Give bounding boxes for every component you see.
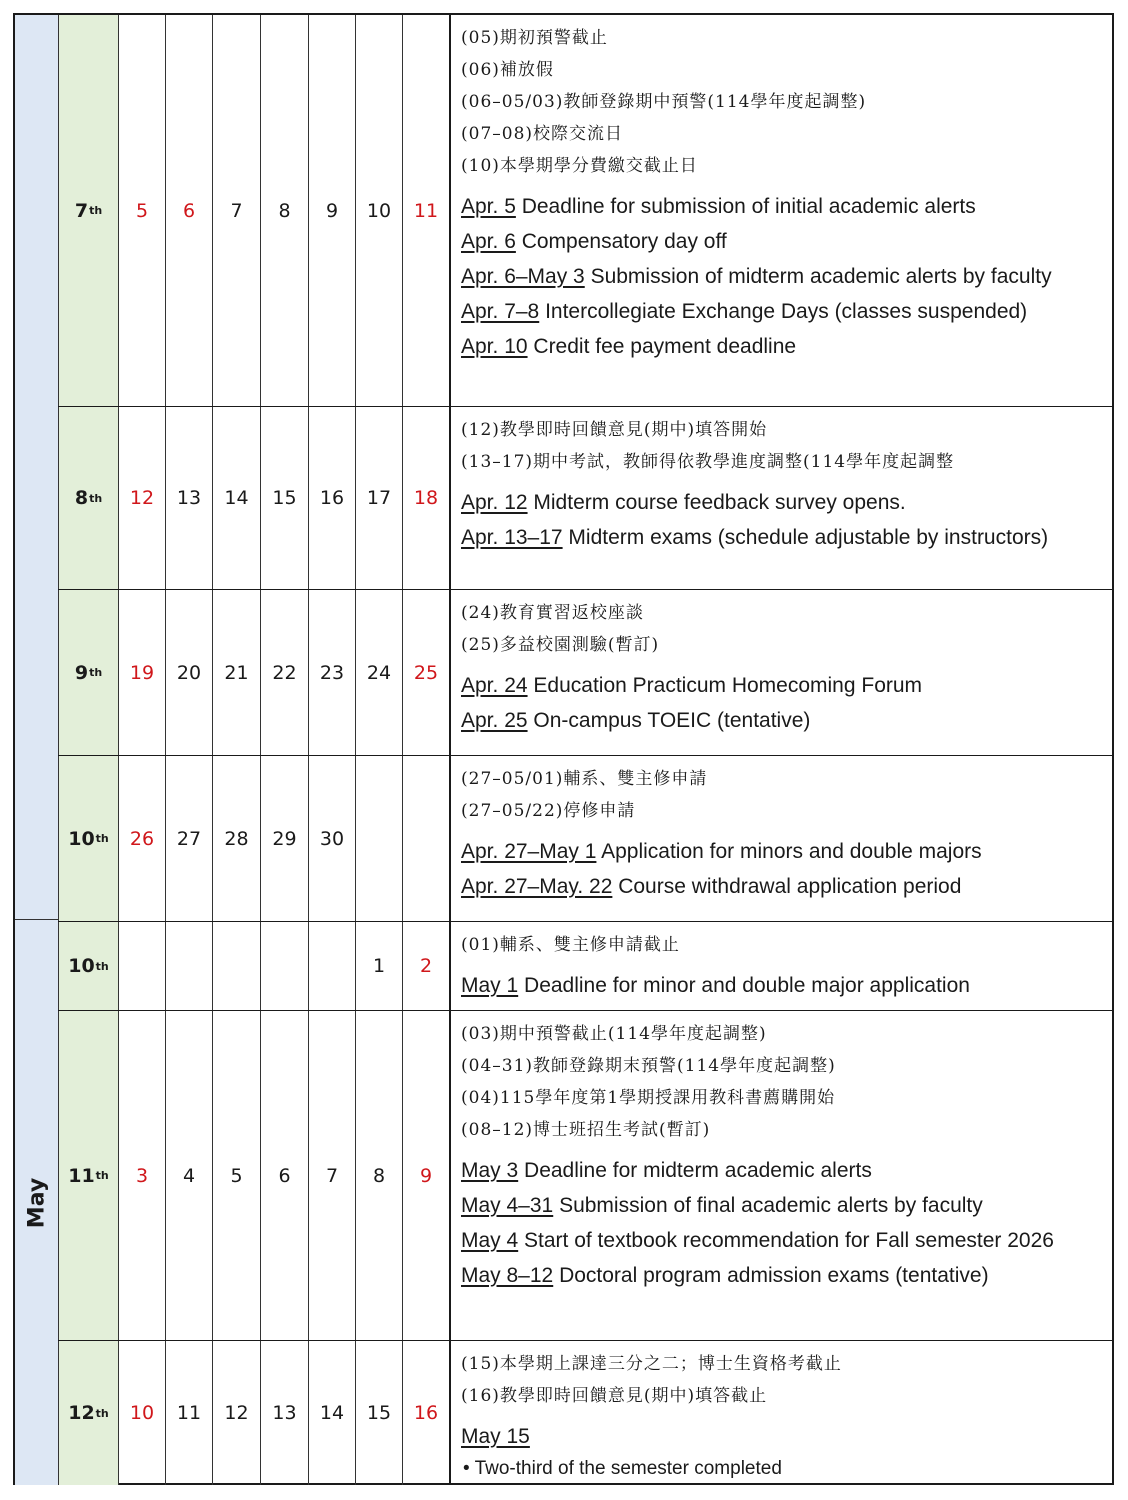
event-description: Deadline for submission of initial academic alerts [515,195,976,218]
week-row [58,590,1114,756]
event-date: Apr. 27–May. 22 [461,875,613,898]
day-cell: 16 [403,1341,451,1485]
week-number-value: 11 [68,1164,95,1187]
event-date: Apr. 27–May 1 [461,840,597,863]
event-english [461,262,1106,292]
day-cell: 27 [166,756,213,921]
month-cell-may [15,920,58,1485]
event-english [461,706,1106,736]
day-cell: 20 [166,590,213,755]
event-english [461,192,1106,222]
event-description: Midterm course feedback survey opens. [527,491,906,514]
event-chinese: (06–05/03)教師登錄期中預警(114學年度起調整) [461,92,867,112]
day-cell: 6 [166,15,213,406]
week-number [58,756,119,921]
event-date: May 4 [461,1229,519,1252]
event-date: May 3 [461,1159,519,1182]
week-number-suffix: th [95,959,109,973]
week-number [58,590,119,755]
day-cell: 6 [261,1011,309,1340]
event-english [461,872,1106,902]
event-date: May 8–12 [461,1264,554,1287]
day-cell: 10 [119,1341,166,1485]
event-english [461,488,1106,518]
event-description: Deadline for minor and double major application [518,974,970,997]
day-cell: 19 [119,590,166,755]
event-date: May 4–31 [461,1194,554,1217]
event-english [461,227,1106,257]
day-cell: 12 [213,1341,261,1485]
event-date: Apr. 25 [461,709,528,732]
day-cell: 5 [119,15,166,406]
week-number-value: 10 [68,955,95,977]
event-english [461,297,1106,327]
event-english [461,523,1106,553]
day-cell: 5 [213,1011,261,1340]
academic-calendar-table [13,13,1114,1485]
event-chinese: (07–08)校際交流日 [461,124,624,144]
week-number [58,1341,119,1485]
event-chinese: (04–31)教師登錄期末預警(114學年度起調整) [461,1056,836,1076]
event-chinese: (10)本學期學分費繳交截止日 [461,156,698,176]
event-bullet: • Two-third of the semester completed [463,1458,782,1479]
event-description: On-campus TOEIC (tentative) [527,709,811,732]
day-cell: 29 [261,756,309,921]
event-notes [451,407,1114,589]
month-cell-april [15,15,58,920]
event-date: Apr. 5 [461,195,516,218]
event-chinese: (15)本學期上課達三分之二；博士生資格考截止 [461,1354,842,1374]
event-chinese: (04)115學年度第1學期授課用教科書薦購開始 [461,1088,836,1108]
event-notes [451,1011,1114,1340]
event-chinese: (25)多益校園測驗(暫訂) [461,635,660,655]
day-cell: 2 [403,922,451,1010]
week-number-suffix: th [95,832,109,845]
event-notes [451,15,1114,406]
day-cell: 24 [356,590,403,755]
event-english [461,1226,1106,1256]
day-cell [119,922,166,1010]
event-chinese: (24)教育實習返校座談 [461,603,644,623]
event-date: Apr. 12 [461,491,528,514]
event-date: Apr. 13–17 [461,526,563,549]
event-chinese: (27–05/01)輔系、雙主修申請 [461,769,708,789]
day-cell: 22 [261,590,309,755]
event-chinese: (03)期中預警截止(114學年度起調整) [461,1024,767,1044]
event-english [461,971,1106,1001]
day-cell: 7 [309,1011,356,1340]
month-label: May [24,1177,49,1228]
day-cell: 16 [309,407,356,589]
day-cell: 13 [166,407,213,589]
week-number [58,15,119,406]
event-notes [451,590,1114,755]
week-number-suffix: th [89,204,103,217]
day-cell [166,922,213,1010]
day-cell: 9 [309,15,356,406]
event-description: Midterm exams (schedule adjustable by instructors) [562,526,1049,549]
week-number [58,407,119,589]
event-chinese: (27–05/22)停修申請 [461,801,636,821]
event-date: May 15 [461,1425,530,1448]
day-cell: 3 [119,1011,166,1340]
day-cell [403,756,451,921]
day-cell [356,756,403,921]
day-cell: 14 [309,1341,356,1485]
week-row [58,1341,1114,1485]
day-cell: 12 [119,407,166,589]
week-row [58,15,1114,407]
week-number [58,922,119,1010]
event-description: Education Practicum Homecoming Forum [527,674,923,697]
week-number-suffix: th [89,666,103,679]
day-cell: 9 [403,1011,451,1340]
event-english [461,1191,1106,1221]
week-number-value: 12 [68,1402,95,1424]
event-description: Application for minors and double majors [596,840,982,863]
event-description: Compensatory day off [515,230,727,253]
day-cell: 23 [309,590,356,755]
week-row [58,922,1114,1011]
event-chinese: (01)輔系、雙主修申請截止 [461,935,680,955]
day-cell: 15 [261,407,309,589]
event-date: Apr. 7–8 [461,300,540,323]
day-cell [309,922,356,1010]
event-chinese: (08–12)博士班招生考試(暫訂) [461,1120,711,1140]
event-notes [451,922,1114,1010]
week-row [58,407,1114,590]
event-date: Apr. 6–May 3 [461,265,585,288]
day-cell: 8 [356,1011,403,1340]
event-chinese: (12)教學即時回饋意見(期中)填答開始 [461,420,768,440]
day-cell: 14 [213,407,261,589]
month-column [15,15,60,1483]
event-description: Intercollegiate Exchange Days (classes suspended) [539,300,1028,323]
week-row [58,756,1114,922]
event-english [461,837,1106,867]
day-cell: 21 [213,590,261,755]
day-cell: 4 [166,1011,213,1340]
event-chinese: (05)期初預警截止 [461,28,608,48]
day-cell: 15 [356,1341,403,1485]
day-cell: 7 [213,15,261,406]
day-cell: 1 [356,922,403,1010]
event-date: Apr. 6 [461,230,516,253]
event-english [461,332,1106,362]
day-cell: 11 [403,15,451,406]
week-number-value: 7 [74,199,89,222]
event-english [461,1422,1106,1452]
day-cell [213,922,261,1010]
event-english [461,1261,1106,1291]
week-number-value: 9 [74,661,89,684]
event-chinese: (16)教學即時回饋意見(期中)填答截止 [461,1386,768,1406]
event-description: Submission of midterm academic alerts by faculty [584,265,1052,288]
day-cell: 13 [261,1341,309,1485]
event-notes [451,1341,1114,1485]
week-row [58,1011,1114,1341]
week-number-suffix: th [89,491,103,505]
day-cell: 26 [119,756,166,921]
week-number-suffix: th [95,1406,109,1420]
event-notes [451,756,1114,921]
event-chinese: (06)補放假 [461,60,554,80]
day-cell: 30 [309,756,356,921]
day-cell: 10 [356,15,403,406]
event-description: Start of textbook recommendation for Fall semester 2026 [518,1229,1054,1252]
event-date: May 1 [461,974,519,997]
event-description: Credit fee payment deadline [527,335,797,358]
event-english [461,1156,1106,1186]
day-cell: 17 [356,407,403,589]
week-number-suffix: th [95,1169,109,1182]
week-number [58,1011,119,1340]
event-description: Doctoral program admission exams (tentative) [553,1264,989,1287]
day-cell: 8 [261,15,309,406]
event-date: Apr. 24 [461,674,528,697]
day-cell: 18 [403,407,451,589]
event-description: Submission of final academic alerts by faculty [553,1194,983,1217]
event-english [461,671,1106,701]
day-cell: 28 [213,756,261,921]
day-cell: 25 [403,590,451,755]
day-cell: 11 [166,1341,213,1485]
week-number-value: 8 [74,487,89,509]
day-cell [261,922,309,1010]
week-number-value: 10 [68,827,95,850]
event-date: Apr. 10 [461,335,528,358]
event-chinese: (13–17)期中考試，教師得依教學進度調整(114學年度起調整 [461,452,955,472]
event-description: Course withdrawal application period [612,875,962,898]
event-description: Deadline for midterm academic alerts [518,1159,872,1182]
